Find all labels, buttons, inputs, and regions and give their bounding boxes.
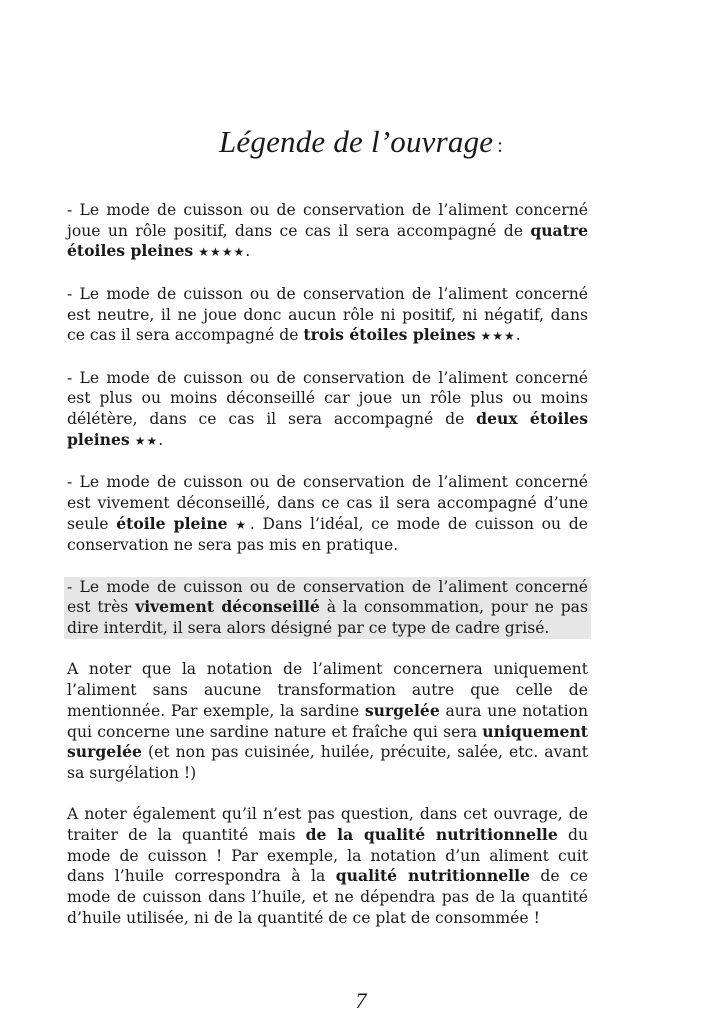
bold-text: vivement déconseillé [135, 597, 320, 617]
bold-text: quatre étoiles pleines [67, 220, 588, 261]
paragraph-note-quality [67, 804, 588, 928]
paragraph-four-stars [67, 200, 588, 263]
bold-text: surgelée [364, 700, 440, 720]
paragraph-text: - Le mode de cuisson ou de conservation de l’aliment concerné joue un rôle positif, dans ce cas il sera accompagné de [67, 201, 588, 240]
paragraph-two-stars [67, 368, 588, 452]
paragraph-text: - Le mode de cuisson ou de conservation de l’aliment concerné est neutre, il ne joue donc aucun rôle ni positif, ni négatif, dans ce cas il sera accompagné de [67, 284, 588, 345]
page-title-text: Légende de l’ouvrage [218, 124, 494, 159]
paragraph-text: du mode de cuisson ! Par exemple, la notation d’un aliment cuit dans l’huile correspondra à la [67, 826, 588, 886]
page-number: 7 [355, 988, 367, 1013]
paragraph-three-stars [67, 284, 588, 347]
paragraph-text: - Le mode de cuisson ou de conservation de l’aliment concerné est plus ou moins déconseillé car joue un rôle plus ou moins délétère, dans ce cas il sera accompagné de [67, 368, 588, 428]
legend-content [67, 200, 588, 949]
bold-text: étoile pleine [116, 513, 228, 533]
paragraph-text: - Le mode de cuisson ou de conservation de l’aliment concerné est très [67, 577, 588, 617]
paragraph-text: aura une notation qui concerne une sardine nature et fraîche qui sera [67, 701, 588, 741]
paragraph-grey-box [64, 577, 591, 639]
paragraph-text: . [158, 430, 164, 449]
star-icons: ★★ [134, 433, 159, 448]
bold-text: deux étoiles pleines [67, 409, 589, 449]
paragraph-text: A noter que la notation de l’aliment concernera uniquement l’aliment sans aucune transformation autre que celle de mentionnée. Par exemple, la sardine [67, 660, 588, 720]
paragraph-text: . [515, 326, 521, 345]
paragraph-text: (et non pas cuisinée, huilée, précuite, salée, etc. avant sa surgélation !) [67, 743, 588, 782]
paragraph-note-notation [67, 659, 588, 783]
paragraph-text: A noter également qu’il n’est pas question, dans cet ouvrage, de traiter de la quantité mais [67, 805, 588, 844]
paragraph-text: . Dans l’idéal, ce mode de cuisson ou de conservation ne sera pas mis en pratique. [67, 514, 588, 555]
bold-text: qualité nutritionnelle [335, 866, 530, 886]
star-icons: ★★★★ [198, 245, 246, 260]
bold-text: uniquement surgelée [67, 721, 588, 762]
star-icons: ★★★ [480, 329, 516, 344]
paragraph-text: à la consommation, pour ne pas dire interdit, il sera alors désigné par ce type de cadre grisé. [67, 598, 588, 637]
bold-text: de la qualité nutritionnelle [305, 825, 558, 844]
bold-text: trois étoiles pleines [303, 325, 476, 345]
page-title-colon: : [497, 135, 504, 157]
paragraph-text: de ce mode de cuisson dans l’huile, et ne dépendra pas de la quantité d’huile utilisée, ni de la quantité de ce plat de consommée ! [67, 867, 588, 927]
paragraph-one-star [67, 472, 588, 556]
page-title [0, 124, 722, 160]
paragraph-text: - Le mode de cuisson ou de conservation de l’aliment concerné est vivement déconseillé, dans ce cas il sera accompagné d’une seule [67, 473, 588, 533]
star-icons: ★ [235, 517, 250, 532]
paragraph-text: . [245, 242, 251, 261]
